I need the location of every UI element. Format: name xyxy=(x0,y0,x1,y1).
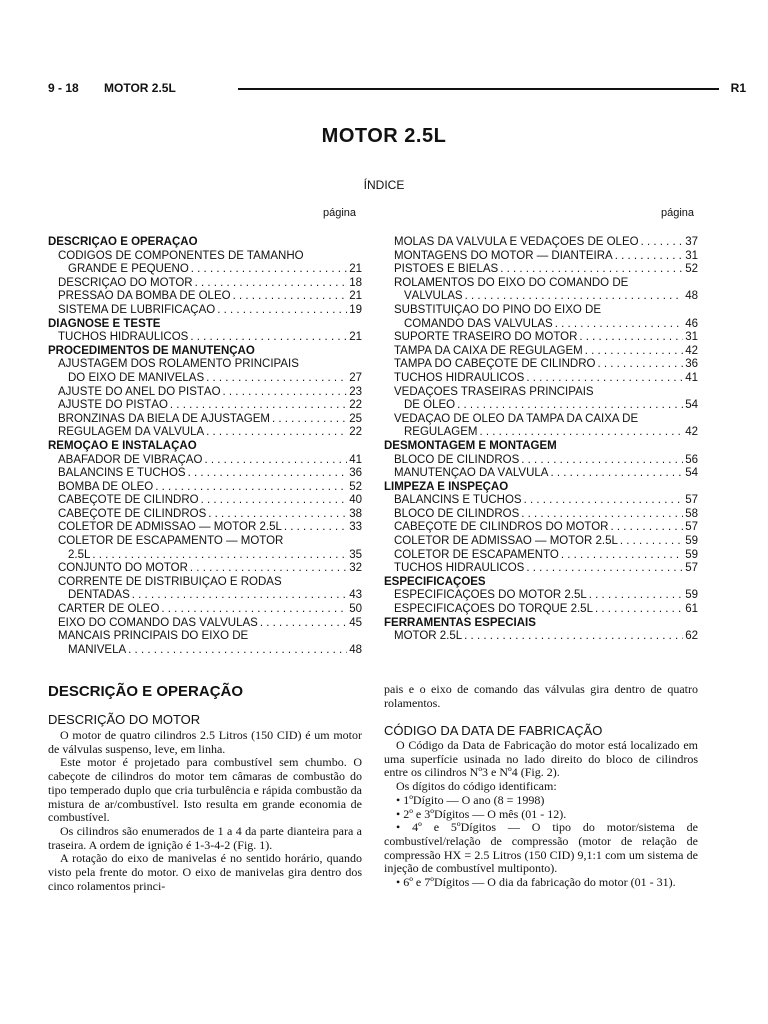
toc-entry-title: SUPORTE TRASEIRO DO MOTOR xyxy=(394,331,578,344)
toc-entry-title: COLETOR DE ADMISSÃO — MOTOR 2.5L xyxy=(58,521,282,534)
toc-page-number: 38 xyxy=(349,507,362,520)
dot-leader xyxy=(598,358,684,372)
header-code: R1 xyxy=(730,81,746,95)
toc-entry-title: VÁLVULAS xyxy=(404,290,463,303)
toc-section-heading: LIMPEZA E INSPEÇÃO xyxy=(384,480,509,493)
toc-entry xyxy=(384,454,698,468)
page-column-label-left: página xyxy=(323,207,357,219)
date-code-text xyxy=(384,739,698,890)
page-number: 9 - 18 xyxy=(48,81,79,95)
toc-entry-title: COLETOR DE ADMISSÃO — MOTOR 2.5L xyxy=(394,535,618,548)
running-header xyxy=(48,80,746,98)
dot-leader xyxy=(480,426,684,440)
toc-entry-line: VEDAÇÕES TRASEIRAS PRINCIPAIS xyxy=(394,385,594,398)
toc-entry-title: PRESSÃO DA BOMBA DE ÓLEO xyxy=(58,290,231,303)
dot-leader xyxy=(500,263,683,277)
toc-entry xyxy=(48,603,362,617)
toc-entry-title: CABEÇOTE DE CILINDROS DO MOTOR xyxy=(394,521,609,534)
toc-page-number: 59 xyxy=(685,589,698,602)
toc-entry xyxy=(48,494,362,508)
toc-entry xyxy=(48,481,362,495)
toc-entry-line: AJUSTAGEM DOS ROLAMENTO PRINCIPAIS xyxy=(58,358,299,371)
toc-entry-title: TUCHOS HIDRÁULICOS xyxy=(394,562,525,575)
toc-entry xyxy=(48,521,362,535)
toc-entry-title: PISTÕES E BIELAS xyxy=(394,263,499,276)
paragraph: Este motor é projetado para combustível sem chumbo. O cabeçote de cilindros do motor tem câmaras de combustão do tipo temperado duplo que cria turbulência e rápida combustão da mistura de ar/combustível. Isto resulta em grande economia de combustível. xyxy=(48,755,362,825)
digit-list xyxy=(384,794,698,890)
dot-leader xyxy=(128,644,347,658)
toc-entry xyxy=(48,467,362,481)
toc-page-number: 25 xyxy=(349,412,362,425)
toc-entry-title: DO EIXO DE MANIVELAS xyxy=(68,371,205,384)
toc-entry xyxy=(384,331,698,345)
toc-entry xyxy=(384,535,698,549)
toc-page-number: 57 xyxy=(685,562,698,575)
toc-entry xyxy=(384,236,698,250)
toc-entry-title: MOLAS DA VÁLVULA E VEDAÇÕES DE ÓLEO xyxy=(394,236,639,248)
toc-entry-title: CÁRTER DE ÓLEO xyxy=(58,603,160,616)
toc-page-number: 57 xyxy=(685,521,698,534)
toc-entry-title: CABEÇOTE DE CILINDROS xyxy=(58,507,207,520)
dot-leader xyxy=(610,521,683,535)
toc-page-number: 42 xyxy=(685,344,698,357)
dot-leader xyxy=(92,549,347,563)
toc-entry-title: BRONZINAS DA BIELA DE AJUSTAGEM xyxy=(58,412,270,425)
toc-entry xyxy=(48,304,362,318)
toc-entry xyxy=(384,508,698,522)
toc-page-number: 31 xyxy=(685,331,698,344)
toc-entry-title: BALANCINS E TUCHOS xyxy=(58,467,186,480)
toc-entry xyxy=(48,386,362,400)
toc-entry-title: DESCRIÇÃO DO MOTOR xyxy=(58,276,193,289)
toc-page-number: 54 xyxy=(685,467,698,480)
subsection-heading-engine: DESCRIÇÃO DO MOTOR xyxy=(48,712,201,727)
header-rule xyxy=(238,88,719,90)
dot-leader xyxy=(188,467,348,481)
toc-page-number: 36 xyxy=(349,467,362,480)
toc-entry xyxy=(384,358,698,372)
toc-page-number: 46 xyxy=(685,317,698,330)
dot-leader xyxy=(521,508,683,522)
toc-entry-line: SUBSTITUIÇÃO DO PINO DO EIXO DE xyxy=(394,303,602,316)
toc-entry-title: SISTEMA DE LUBRIFICAÇÃO xyxy=(58,303,216,316)
toc-entry xyxy=(48,617,362,631)
dot-leader xyxy=(223,386,348,400)
dot-leader xyxy=(195,277,348,291)
index-heading: ÍNDICE xyxy=(363,178,405,192)
section-heading: DESCRIÇÃO E OPERAÇÃO xyxy=(48,683,244,700)
toc-page-number: 21 xyxy=(349,331,362,344)
toc-entry xyxy=(384,290,698,304)
right-column-text xyxy=(384,683,698,710)
toc-entry-line: CÓDIGOS DE COMPONENTES DE TAMANHO xyxy=(58,249,304,262)
paragraph-continuation: pais e o eixo de comando das válvulas gira dentro de quatro rolamentos. xyxy=(384,682,698,710)
toc-entry xyxy=(384,399,698,413)
toc-page-number: 40 xyxy=(349,494,362,507)
toc-entry xyxy=(384,521,698,535)
dot-leader xyxy=(526,372,683,386)
toc-entry-title: DENTADAS xyxy=(68,589,130,602)
toc-entry xyxy=(384,589,698,603)
dot-leader xyxy=(595,603,683,617)
toc-entry-title: BLOCO DE CILINDROS xyxy=(394,453,520,466)
toc-page-number: 22 xyxy=(349,426,362,439)
toc-entry-title: GRANDE E PEQUENO xyxy=(68,263,189,276)
toc-entry-title: AJUSTE DO ANEL DO PISTÃO xyxy=(58,385,221,398)
dot-leader xyxy=(217,304,347,318)
dot-leader xyxy=(206,372,347,386)
toc-page-number: 48 xyxy=(685,290,698,303)
toc-page-number: 59 xyxy=(685,548,698,561)
toc-page-number: 58 xyxy=(685,507,698,520)
toc-entry xyxy=(48,589,362,603)
toc-page-number: 27 xyxy=(349,371,362,384)
toc-page-number: 37 xyxy=(685,236,698,248)
toc-entry-title: TUCHOS HIDRÁULICOS xyxy=(58,331,189,344)
paragraph: O motor de quatro cilindros 2.5 Litros (150 CID) é um motor de válvulas suspenso, leve, em linha. xyxy=(48,728,362,756)
toc-page-number: 21 xyxy=(349,263,362,276)
toc-entry xyxy=(48,508,362,522)
toc-page-number: 41 xyxy=(349,453,362,466)
dot-leader xyxy=(170,399,347,413)
toc-page-number: 48 xyxy=(349,643,362,656)
toc-page-number: 31 xyxy=(685,249,698,262)
toc-entry-line: VEDAÇÃO DE ÓLEO DA TAMPA DA CAIXA DE xyxy=(394,412,639,425)
toc-entry xyxy=(48,263,362,277)
toc-entry-title: CONJUNTO DO MOTOR xyxy=(58,562,188,575)
toc-entry-title: TAMPA DA CAIXA DE REGULAGEM xyxy=(394,344,583,357)
toc-page-number: 21 xyxy=(349,290,362,303)
dot-leader xyxy=(550,467,683,481)
dot-leader xyxy=(161,603,347,617)
dot-leader xyxy=(579,331,683,345)
toc-entry xyxy=(384,250,698,264)
list-item: • 6º e 7ºDígitos — O dia da fabricação do motor (01 - 31). xyxy=(396,875,676,890)
toc-entry xyxy=(48,290,362,304)
toc-entry-title: TAMPA DO CABEÇOTE DE CILINDRO xyxy=(394,358,596,371)
toc-page-number: 61 xyxy=(685,603,698,616)
toc-entry xyxy=(384,467,698,481)
toc-entry-title: TUCHOS HIDRÁULICOS xyxy=(394,371,525,384)
toc-entry-title: REGULAGEM xyxy=(404,426,478,439)
dot-leader xyxy=(464,630,683,644)
toc-entry-title: DE ÓLEO xyxy=(404,399,456,412)
toc-entry-line: MANCAIS PRINCIPAIS DO EIXO DE xyxy=(58,630,249,643)
toc-entry-title: REGULAGEM DA VÁLVULA xyxy=(58,426,205,439)
toc-section-heading: REMOÇÃO E INSTALAÇÃO xyxy=(48,439,197,452)
toc-entry xyxy=(48,644,362,658)
dot-leader xyxy=(190,562,347,576)
dot-leader xyxy=(260,617,347,631)
toc-entry xyxy=(48,372,362,386)
toc-entry-title: CABEÇOTE DE CILINDRO xyxy=(58,494,199,507)
engine-description-text xyxy=(48,729,362,893)
dot-leader xyxy=(272,413,347,427)
list-item: • 4º e 5ºDígitos — O tipo do motor/sistema de combustível/relação de compressão (motor de relação de compressão HX = 2.5 Litros (150 CID) 9,1:1 com um sistema de injeção de combustível multiponto). xyxy=(384,820,698,876)
toc-page-number: 52 xyxy=(349,480,362,493)
list-item: • 2º e 3ºDígitos — O mês (01 - 12). xyxy=(396,806,567,821)
toc-entry-title: MANIVELA xyxy=(68,643,127,656)
dot-leader xyxy=(561,549,683,563)
toc-entry xyxy=(384,263,698,277)
toc-entry xyxy=(384,603,698,617)
dot-leader xyxy=(191,263,347,277)
paragraph: Os cilindros são enumerados de 1 a 4 da parte dianteira para a traseira. A ordem de ignição é 1-3-4-2 (Fig. 1). xyxy=(48,823,362,852)
toc-entry xyxy=(384,630,698,644)
toc-page-number: 56 xyxy=(685,453,698,466)
dot-leader xyxy=(233,290,348,304)
toc-page-number: 42 xyxy=(685,426,698,439)
toc-page-number: 45 xyxy=(349,616,362,629)
toc-page-number: 23 xyxy=(349,385,362,398)
toc-page-number: 50 xyxy=(349,603,362,616)
toc-entry-line: ROLAMENTOS DO EIXO DO COMANDO DE xyxy=(394,276,629,289)
dot-leader xyxy=(204,454,347,468)
toc-entry xyxy=(48,277,362,291)
toc-section-heading: FERRAMENTAS ESPECIAIS xyxy=(384,616,536,629)
toc-page-number: 59 xyxy=(685,535,698,548)
toc-entry xyxy=(48,413,362,427)
toc-entry-title: BALANCINS E TUCHOS xyxy=(394,494,522,507)
toc-section-heading: DESMONTAGEM E MONTAGEM xyxy=(384,439,557,452)
toc-page-number: 62 xyxy=(685,630,698,643)
dot-leader xyxy=(521,454,683,468)
header-title: MOTOR 2.5L xyxy=(104,81,176,95)
dot-leader xyxy=(589,589,683,603)
dot-leader xyxy=(155,481,347,495)
toc-entry xyxy=(48,399,362,413)
toc-entry-title: BLOCO DE CILINDROS xyxy=(394,507,520,520)
toc-page-number: 52 xyxy=(685,263,698,276)
toc-entry-line: CORRENTE DE DISTRIBUIÇÃO E RODAS xyxy=(58,575,282,588)
toc-page-number: 32 xyxy=(349,562,362,575)
dot-leader xyxy=(585,345,683,359)
paragraph: A rotação do eixo de manivelas é no sentido horário, quando visto pela frente do motor. O eixo de manivelas gira dentro dos cinco rolamentos princi- xyxy=(48,851,362,893)
toc-page-number: 54 xyxy=(685,399,698,412)
toc-page-number: 41 xyxy=(685,371,698,384)
toc-page-number: 57 xyxy=(685,494,698,507)
toc-entry-title: EIXO DO COMANDO DAS VÁLVULAS xyxy=(58,616,258,629)
toc-entry-title: MANUTENÇÃO DA VÁLVULA xyxy=(394,467,549,480)
toc-entry xyxy=(384,494,698,508)
toc-page-number: 36 xyxy=(685,358,698,371)
toc-right-column xyxy=(384,236,698,644)
toc-section-heading: DESCRIÇÃO E OPERAÇÃO xyxy=(48,236,198,248)
toc-entry xyxy=(384,426,698,440)
dot-leader xyxy=(465,290,684,304)
page-column-label-right: página xyxy=(661,207,695,219)
dot-leader xyxy=(284,521,347,535)
toc-entry-title: COLETOR DE ESCAPAMENTO xyxy=(394,548,559,561)
toc-page-number: 43 xyxy=(349,589,362,602)
toc-entry-line: COLETOR DE ESCAPAMENTO — MOTOR xyxy=(58,535,284,548)
paragraph: O Código da Data de Fabricação do motor está localizado em uma superfície usinada no lado direito do bloco de cilindros entre os cilindros Nº3 e Nº4 (Fig. 2). xyxy=(384,738,698,780)
dot-leader xyxy=(132,589,347,603)
dot-leader xyxy=(208,508,347,522)
toc-page-number: 35 xyxy=(349,548,362,561)
toc-section-heading: DIAGNOSE E TESTE xyxy=(48,317,161,330)
dot-leader xyxy=(615,250,683,264)
dot-leader xyxy=(526,562,683,576)
dot-leader xyxy=(620,535,683,549)
toc-page-number: 19 xyxy=(349,303,362,316)
toc-entry-title: COMANDO DAS VÁLVULAS xyxy=(404,317,553,330)
paragraph: Os dígitos do código identificam: xyxy=(396,779,557,794)
toc-entry-title: MOTOR 2.5L xyxy=(394,630,463,643)
toc-entry xyxy=(48,562,362,576)
dot-leader xyxy=(641,236,684,250)
toc-entry xyxy=(384,318,698,332)
dot-leader xyxy=(555,318,684,332)
toc-entry xyxy=(384,372,698,386)
toc-section-heading: ESPECIFICAÇÕES xyxy=(384,575,486,588)
toc-page-number: 33 xyxy=(349,521,362,534)
toc-section-heading: PROCEDIMENTOS DE MANUTENÇÃO xyxy=(48,344,255,357)
toc-entry xyxy=(384,549,698,563)
toc-entry xyxy=(384,562,698,576)
toc-entry xyxy=(48,549,362,563)
page-title: MOTOR 2.5L xyxy=(321,125,447,147)
dot-leader xyxy=(524,494,684,508)
subsection-heading-date-code: CÓDIGO DA DATA DE FABRICAÇÃO xyxy=(384,723,603,738)
dot-leader xyxy=(206,426,347,440)
list-item: • 1ºDígito — O ano (8 = 1998) xyxy=(396,792,545,807)
toc-entry xyxy=(48,454,362,468)
toc-page-number: 18 xyxy=(349,276,362,289)
toc-entry xyxy=(48,426,362,440)
toc-entry-title: BOMBA DE ÓLEO xyxy=(58,480,154,493)
toc-entry xyxy=(48,331,362,345)
toc-entry xyxy=(384,345,698,359)
dot-leader xyxy=(457,399,683,413)
dot-leader xyxy=(190,331,347,345)
toc-left-column xyxy=(48,236,362,657)
toc-page-number: 22 xyxy=(349,399,362,412)
toc-entry-title: ABAFADOR DE VIBRAÇÃO xyxy=(58,453,203,466)
toc-entry-title: 2.5L xyxy=(68,548,91,561)
toc-entry-title: AJUSTE DO PISTÃO xyxy=(58,399,168,412)
toc-entry-title: MONTAGENS DO MOTOR — DIANTEIRA xyxy=(394,249,613,262)
toc-entry-title: ESPECIFICAÇÕES DO TORQUE 2.5L xyxy=(394,603,593,616)
toc-entry-title: ESPECIFICAÇÕES DO MOTOR 2.5L xyxy=(394,589,587,602)
dot-leader xyxy=(201,494,348,508)
